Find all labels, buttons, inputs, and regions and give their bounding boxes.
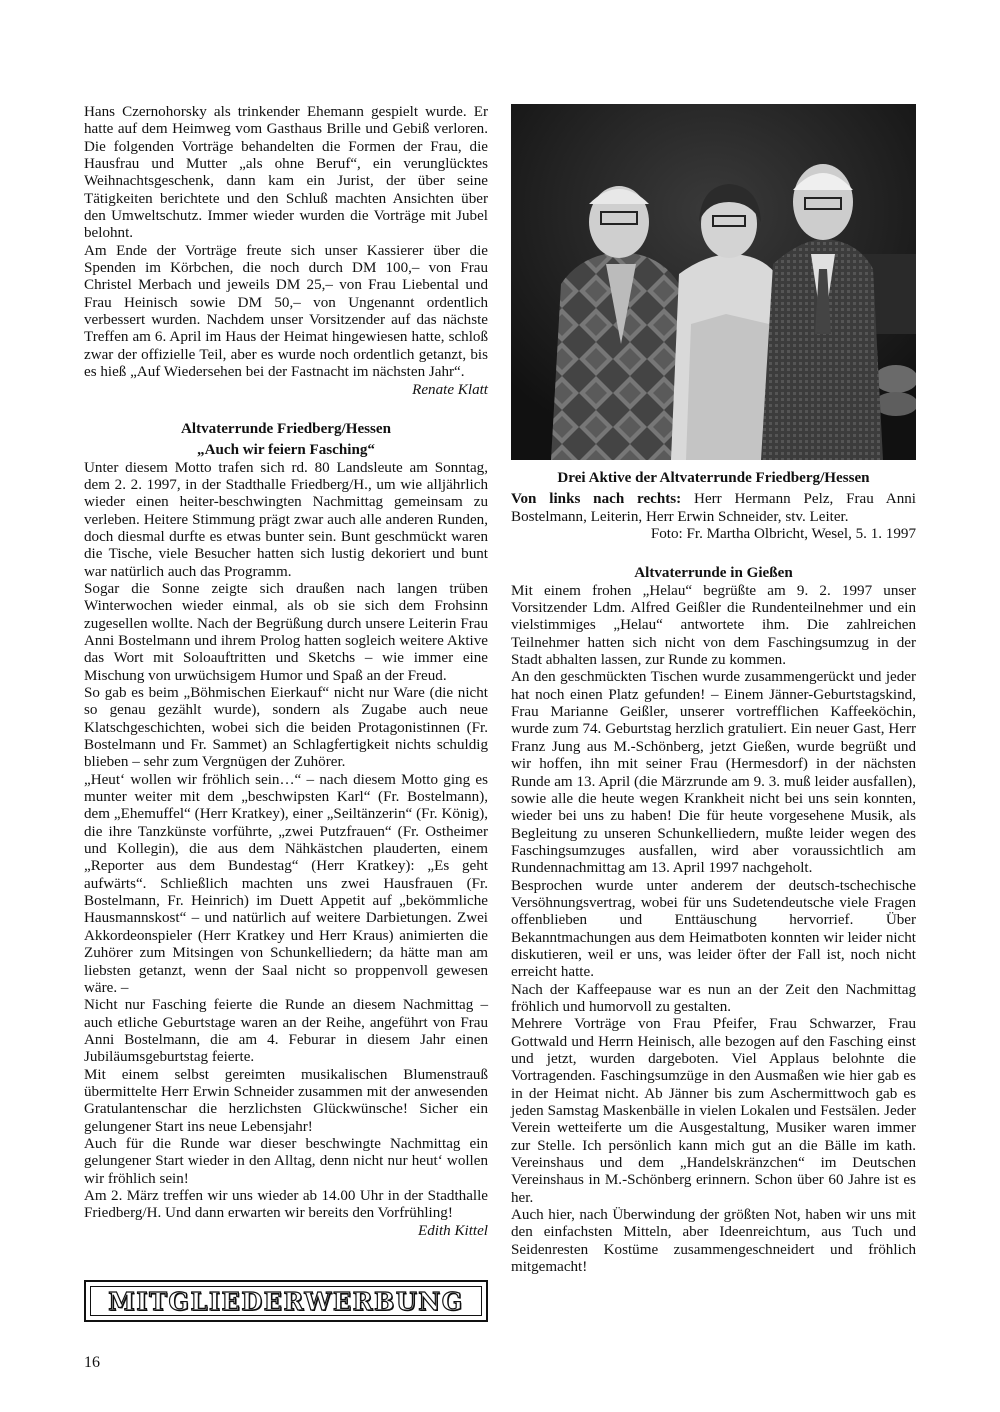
banner-frame bbox=[90, 1286, 482, 1316]
section-heading-friedberg: Altvaterrunde Friedberg/Hessen bbox=[180, 420, 391, 437]
page-number: 16 bbox=[84, 1354, 100, 1371]
paragraph: „Heut‘ wollen wir fröhlich sein…“ – nach diesem Motto ging es munter weiter mit dem „beschwipsten Karl“ (Fr. Bostelmann), dem „Ehemuffel“ (Herr Kratkey), einer „Seiltänzerin“ (Fr. König), die ihre Tanzkünste vorführte, „zwei Putzfrauen“ (Fr. Ostheimer und Kollegin), die aus dem Nähkästchen plauderten, einem „Reporter aus dem Bundestag“ (Herr Kratkey): „Es geht aufwärts“. Schließlich machten uns zwei Hausfrauen (Fr. Bostelmann, Fr. Heinrich) im Duett Appetit auf „bekömmliche Hausmannskost“ – und natürlich auf weitere Darbietungen. Zwei Akkordeonspieler (Herr Kratkey und Herr Kraus) animierten die Zuhörer zum Mitsingen von Schunkelliedern; da hätte man am liebsten getanzt, wenn der Saal nicht so proppenvoll gewesen wäre. – bbox=[84, 771, 488, 996]
paragraph: Sogar die Sonne zeigte sich draußen nach langen trüben Winterwochen wieder einmal, als ob sie sich dem Frohsinn zugesellen wollte. Nach der Begrüßung durch unsere Leiterin Frau Anni Bostelmann und ihrem Prolog hatten sogleich weitere Aktive das Wort mit Soloauftritten und Sketchs – wie immer eine Mischung von urwüchsigem Humor und Spaß an der Freud. bbox=[84, 580, 488, 684]
paragraph: Nach der Kaffeepause war es nun an der Zeit den Nachmittag fröhlich und humorvoll zu gestalten. bbox=[511, 981, 916, 1015]
photo-illustration bbox=[511, 104, 916, 460]
membership-banner bbox=[84, 1280, 488, 1322]
signature-edith-kittel: Edith Kittel bbox=[417, 1222, 488, 1239]
paragraph: Auch für die Runde war dieser beschwingte Nachmittag ein gelungener Start wieder in den Alltag, denn nicht nur heut‘ wollen wir fröhlich sein! bbox=[84, 1135, 488, 1187]
paragraph: Am 2. März treffen wir uns wieder ab 14.00 Uhr in der Stadthalle Friedberg/H. Und dann erwarten wir bereits den Vorfrühling! bbox=[84, 1187, 488, 1222]
paragraph: Mit einem selbst gereimten musikalischen Blumenstrauß übermittelte Herr Erwin Schneider zusammen mit der anwesenden Gratulantenschar die herzlichsten Glückwünsche! Sicher ein gelungener Start ins neue Lebensjahr! bbox=[84, 1066, 488, 1135]
right-column bbox=[511, 470, 916, 1276]
caption-lead: Von links nach rechts: bbox=[511, 491, 682, 508]
paragraph: Mit einem frohen „Helau“ begrüßte am 9. 2. 1997 unser Vorsitzender Ldm. Alfred Geißler die Rundenteilnehmer und ein vielstimmiges „Helau“ antwortete ihm. Die zahlreichen Teilnehmer hatten sich nicht von dem Faschingsumzug in der Stadt abhalten lassen, zur Runde zu kommen. bbox=[511, 582, 916, 669]
paragraph: An den geschmückten Tischen wurde zusammengerückt und jeder hat noch einen Platz gefunden! – Einem Jänner-Geburtstagskind, Frau Marianne Geißler, unserer vortrefflichen Kaffeeköchin, wurde zum 74. Geburtstag herzlich gratuliert. Ein neuer Gast, Herr Franz Jung aus M.-Schönberg, jetzt Gießen, wurde begrüßt und wir hoffen, ihn mit seiner Frau (Hermesdorf) in der nächsten Runde am 13. April (die Märzrunde am 9. 3. muß leider ausfallen), sowie alle die heute wegen Krankheit nicht bei uns sein konnten, wieder bei uns zu haben! Die für heute vorgesehene Musik, als Begleitung zu unseren Schunkelliedern, mußte leider wegen des Faschingsumzuges ausfallen, wird aber voraussichtlich am Rundennachmittag am 13. April 1997 nachgeholt. bbox=[511, 669, 916, 877]
left-column bbox=[84, 104, 488, 1240]
section-heading-giessen: Altvaterrunde in Gießen bbox=[634, 565, 793, 582]
banner-text: MITGLIEDERWERBUNG bbox=[108, 1286, 464, 1316]
paragraph: Nicht nur Fasching feierte die Runde an diesem Nachmittag – auch etliche Geburtstage waren an der Reihe, angeführt von Frau Anni Bostelmann, die am 4. Feburar in diesem Jahr einen Jubiläumsgeburtstag feierte. bbox=[84, 997, 488, 1066]
group-photo bbox=[511, 104, 916, 460]
photo-caption bbox=[511, 491, 916, 526]
signature-renate-klatt: Renate Klatt bbox=[412, 381, 488, 398]
paragraph: Am Ende der Vorträge freute sich unser Kassierer über die Spenden im Körbchen, die noch durch DM 100,– von Frau Christel Merbach und jeweils DM 25,– von Frau Liebental und Frau Heinisch sowie DM 50,– von Ungenannt ordentlich verbessert wurden. Nachdem unser Vorsitzender auf das nächste Treffen am 6. April im Haus der Heimat hingewiesen hatte, schloß zwar der offizielle Teil, aber es wurde noch ordentlich getanzt, bis es hieß „Auf Wiedersehen bei der Fastnacht im nächsten Jahr“. bbox=[84, 242, 488, 381]
paragraph: Auch hier, nach Überwindung der größten Not, haben wir uns mit den einfachsten Mitteln, aber Ideenreichtum, aus Tuch und Seidenresten Kostüme zusammengeschneidert und fröhlich mitgemacht! bbox=[511, 1207, 916, 1276]
photo-credit: Foto: Fr. Martha Olbricht, Wesel, 5. 1. 1997 bbox=[650, 526, 916, 543]
paragraph: Besprochen wurde unter anderem der deutsch-tschechische Versöhnungsvertrag, wobei für uns Sudetendeutsche viele Fragen offenblieben und Enttäuschung hervorrief. Über Bekanntmachungen aus dem Heimatboten konnten wir leider nicht diskutieren, weil er uns, was leider öfter der Fall ist, noch nicht erreicht hatte. bbox=[511, 877, 916, 981]
section-subheading: „Auch wir feiern Fasching“ bbox=[197, 442, 375, 459]
paragraph: Hans Czernohorsky als trinkender Ehemann gespielt wurde. Er hatte auf dem Heimweg vom Gasthaus Brille und Gebiß verloren. Die folgenden Vorträge behandelten die Formen der Frau, die Hausfrau und Mutter „als ohne Beruf“, ein verunglücktes Weihnachtsgeschenk, dann kam ein Jurist, der über seine Tätigkeiten berichtete und den Schluß machten Ansichten über den Umweltschutz. Immer wieder wurden die Vorträge mit Jubel belohnt. bbox=[84, 104, 488, 242]
paragraph: So gab es beim „Böhmischen Eierkauf“ nicht nur Ware (die nicht so genau gezählt wurde), sondern als Zugabe auch neue Klatschgeschichten, wobei sich die beiden Protagonistinnen (Fr. Bostelmann und Fr. Sammet) an Schlagfertigkeit nichts schuldig blieben – sehr zum Vergnügen der Zuhörer. bbox=[84, 685, 488, 771]
photo-caption-title: Drei Aktive der Altvaterrunde Friedberg/Hessen bbox=[557, 470, 870, 486]
caption-text: Herr Hermann Pelz, Frau Anni Bostelmann, Leiterin, Herr Erwin Schneider, stv. Leiter. bbox=[511, 491, 916, 525]
paragraph: Unter diesem Motto trafen sich rd. 80 Landsleute am Sonntag, dem 2. 2. 1997, in der Stadthalle Friedberg/H., um wie alljährlich wieder einen heiter-beschwingten Nachmittag gemeinsam zu verleben. Heitere Stimmung prägt zwar auch alle anderen Runden, doch diesmal durfte es etwas bunter sein. Bunt geschmückt waren die Tische, viele Besucher hatten sich lustig dekoriert und bunt war natürlich auch das Programm. bbox=[84, 459, 488, 580]
paragraph: Mehrere Vorträge von Frau Pfeifer, Frau Schwarzer, Frau Gottwald und Herrn Heinisch, alle bezogen auf den Fasching einst und jetzt, wurden dargeboten. Viel Applaus belohnte die Vortragenden. Faschingsumzüge in den Ausmaßen wie hier gab es in der Heimat nicht. Ab Jänner bis zum Aschermittwoch gab es jeden Samstag Maskenbälle in vielen Lokalen und Festsälen. Jeder Verein wetteiferte um die Ausgestaltung, Musiker waren immer zur Stelle. Ich persönlich kann mich gut an die Bälle im kath. Vereinshaus und dem „Handelskränzchen“ im Deutschen Vereinshaus in M.-Schönberg erinnern. Schon über 60 Jahre ist es her. bbox=[511, 1016, 916, 1206]
